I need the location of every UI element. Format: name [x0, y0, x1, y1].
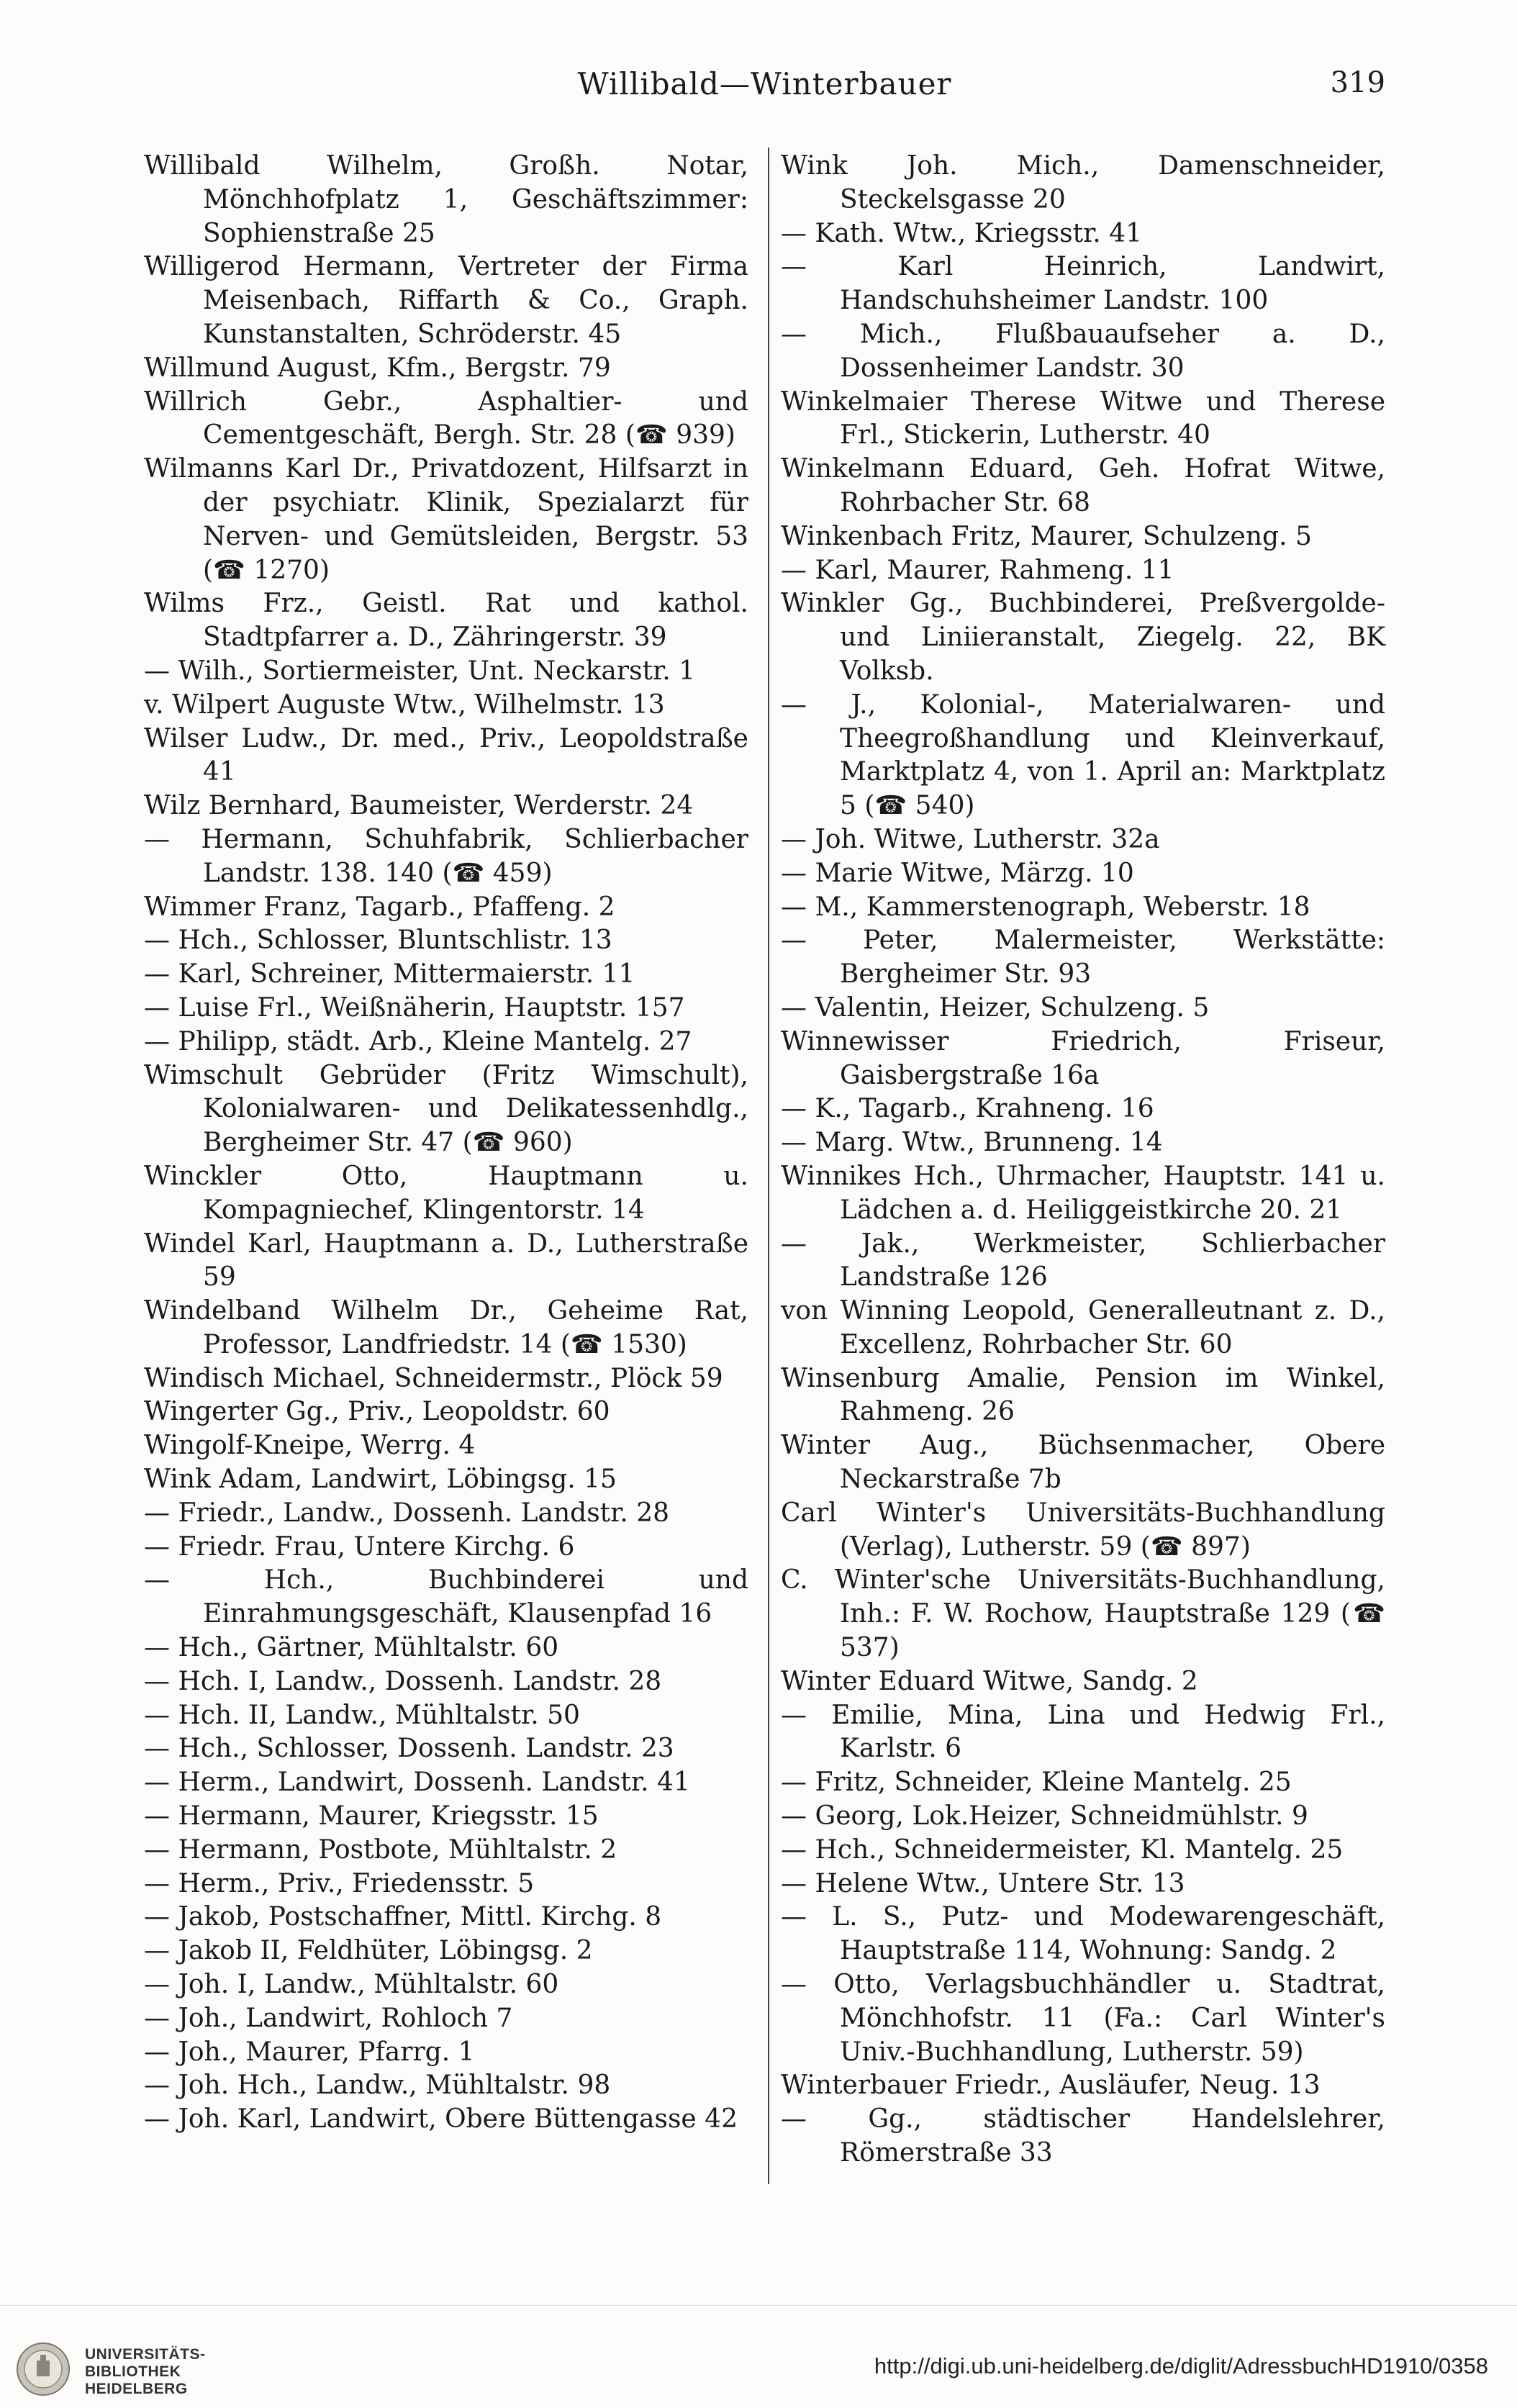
directory-entry: — Hch., Schlosser, Bluntschlistr. 13	[144, 925, 612, 956]
directory-entry: — Marg. Wtw., Brunneng. 14	[781, 1128, 1163, 1158]
directory-entry: von Winning Leopold, Generalleutnant z. D., Excellenz, Rohrbacher Str. 60	[781, 1296, 1385, 1359]
directory-entry: — Jakob II, Feldhüter, Löbingsg. 2	[144, 1936, 593, 1966]
directory-entry: Windelband Wilhelm Dr., Geheime Rat, Professor, Landfriedstr. 14 (☎ 1530)	[144, 1296, 748, 1359]
library-line-3: HEIDELBERG	[85, 2381, 188, 2397]
directory-entry: — Friedr., Landw., Dossenh. Landstr. 28	[144, 1498, 670, 1528]
page-number: 319	[1330, 66, 1385, 99]
directory-entry: — Hermann, Maurer, Kriegsstr. 15	[144, 1801, 599, 1832]
directory-entry: Winckler Otto, Hauptmann u. Kompagniechef, Klingentorstr. 14	[144, 1161, 748, 1225]
page-header	[144, 66, 1385, 109]
directory-entry: Windel Karl, Hauptmann a. D., Lutherstraße 59	[144, 1228, 748, 1293]
directory-entry: — Hermann, Postbote, Mühltalstr. 2	[144, 1834, 617, 1865]
directory-entry: — Herm., Landwirt, Dossenh. Landstr. 41	[144, 1767, 690, 1798]
directory-entry: — Herm., Priv., Friedensstr. 5	[144, 1868, 535, 1898]
directory-entry: — Hch., Gärtner, Mühltalstr. 60	[144, 1633, 559, 1663]
directory-entry: — Friedr. Frau, Untere Kirchg. 6	[144, 1531, 575, 1562]
directory-entry: — Hch. I, Landw., Dossenh. Landstr. 28	[144, 1666, 662, 1696]
directory-entry: Wilser Ludw., Dr. med., Priv., Leopoldstraße 41	[144, 723, 748, 787]
directory-entry: — Philipp, städt. Arb., Kleine Mantelg. 27	[144, 1026, 692, 1056]
directory-entry: Wilmanns Karl Dr., Privatdozent, Hilfsarzt in der psychiatr. Klinik, Spezialarzt für Nerven- und Gemütsleiden, Bergstr. 53 (☎ 1270)	[144, 454, 748, 585]
directory-entry: Winkler Gg., Buchbinderei, Preßvergolde- und Liniieranstalt, Ziegelg. 22, BK Volksb.	[781, 589, 1385, 686]
directory-entry: Willigerod Hermann, Vertreter der Firma Meisenbach, Riffarth & Co., Graph. Kunstanstalten, Schröderstr. 45	[144, 252, 748, 349]
directory-entry: Wingerter Gg., Priv., Leopoldstr. 60	[144, 1397, 610, 1427]
directory-entry: Wink Joh. Mich., Damenschneider, Steckelsgasse 20	[781, 151, 1385, 214]
directory-entry: — Joh. Hch., Landw., Mühltalstr. 98	[144, 2070, 611, 2101]
directory-entry: Wink Adam, Landwirt, Löbingsg. 15	[144, 1465, 617, 1495]
directory-entry: — Joh. Karl, Landwirt, Obere Büttengasse 42	[144, 2104, 738, 2135]
directory-entry: — Emilie, Mina, Lina und Hedwig Frl., Karlstr. 6	[781, 1700, 1385, 1764]
directory-entry: Wimmer Franz, Tagarb., Pfaffeng. 2	[144, 892, 615, 922]
directory-entry: Windisch Michael, Schneidermstr., Plöck 59	[144, 1363, 723, 1393]
directory-entry: Winnikes Hch., Uhrmacher, Hauptstr. 141 u. Lädchen a. d. Heiliggeistkirche 20. 21	[781, 1161, 1385, 1225]
directory-entry: — Karl, Schreiner, Mittermaierstr. 11	[144, 959, 635, 990]
university-seal-icon	[14, 2340, 72, 2398]
directory-entry: v. Wilpert Auguste Wtw., Wilhelmstr. 13	[144, 689, 665, 720]
directory-entry: — Mich., Flußbauaufseher a. D., Dossenheimer Landstr. 30	[781, 319, 1385, 383]
directory-entry: — Peter, Malermeister, Werkstätte: Bergheimer Str. 93	[781, 925, 1385, 990]
library-line-2: BIBLIOTHEK	[85, 2363, 181, 2380]
directory-entry: — Wilh., Sortiermeister, Unt. Neckarstr. 1	[144, 656, 696, 686]
directory-entry: Winkelmann Eduard, Geh. Hofrat Witwe, Rohrbacher Str. 68	[781, 454, 1385, 517]
directory-entry: — Karl Heinrich, Landwirt, Handschuhsheimer Landstr. 100	[781, 252, 1385, 316]
directory-entry: — Joh., Maurer, Pfarrg. 1	[144, 2037, 475, 2067]
directory-entry: — Marie Witwe, Märzg. 10	[781, 858, 1134, 888]
directory-entry: — Jakob, Postschaffner, Mittl. Kirchg. 8	[144, 1902, 662, 1932]
directory-entry: — Hch., Schneidermeister, Kl. Mantelg. 25	[781, 1834, 1344, 1865]
directory-entry: Willrich Gebr., Asphaltier- und Cementgeschäft, Bergh. Str. 28 (☎ 939)	[144, 386, 748, 451]
directory-entry: — Hch., Buchbinderei und Einrahmungsgeschäft, Klausenpfad 16	[144, 1565, 748, 1629]
source-url-link[interactable]: http://digi.ub.uni-heidelberg.de/diglit/AdressbuchHD1910/0358	[874, 2353, 1488, 2378]
left-column	[144, 150, 748, 2137]
running-head: Willibald—Winterbauer	[577, 66, 952, 101]
directory-entry: — Joh. I, Landw., Mühltalstr. 60	[144, 1970, 559, 2000]
directory-entry: — Karl, Maurer, Rahmeng. 11	[781, 555, 1174, 585]
directory-entry: — Kath. Wtw., Kriegsstr. 41	[781, 218, 1143, 248]
library-line-1: UNIVERSITÄTS-	[85, 2346, 206, 2363]
directory-entry: Wilz Bernhard, Baumeister, Werderstr. 24	[144, 791, 694, 821]
directory-entry: Wingolf-Kneipe, Werrg. 4	[144, 1431, 476, 1461]
directory-entry: — Joh. Witwe, Lutherstr. 32a	[781, 824, 1160, 854]
right-column	[781, 150, 1385, 2171]
directory-entry: — Jak., Werkmeister, Schlierbacher Landstraße 126	[781, 1228, 1385, 1293]
directory-entry: Winterbauer Friedr., Ausläufer, Neug. 13	[781, 2070, 1321, 2101]
directory-entry: — Hch. II, Landw., Mühltalstr. 50	[144, 1700, 580, 1730]
directory-entry: — Hermann, Schuhfabrik, Schlierbacher Landstr. 138. 140 (☎ 459)	[144, 824, 748, 888]
directory-entry: Winsenburg Amalie, Pension im Winkel, Rahmeng. 26	[781, 1363, 1385, 1427]
directory-entry: — Joh., Landwirt, Rohloch 7	[144, 2003, 513, 2033]
column-divider	[768, 148, 769, 2184]
directory-entry: — Helene Wtw., Untere Str. 13	[781, 1868, 1185, 1898]
directory-entry: Winkenbach Fritz, Maurer, Schulzeng. 5	[781, 521, 1312, 551]
directory-entry: — L. S., Putz- und Modewarengeschäft, Hauptstraße 114, Wohnung: Sandg. 2	[781, 1902, 1385, 1966]
footer	[0, 2305, 1517, 2408]
directory-entry: — K., Tagarb., Krahneng. 16	[781, 1094, 1154, 1124]
directory-entry: Wimschult Gebrüder (Fritz Wimschult), Kolonialwaren- und Delikatessenhdlg., Bergheimer Str. 47 (☎ 960)	[144, 1060, 748, 1158]
directory-entry: — Otto, Verlagsbuchhändler u. Stadtrat, Mönchhofstr. 11 (Fa.: Carl Winter's Univ.-Buchhandlung, Lutherstr. 59)	[781, 1970, 1385, 2067]
directory-entry: Wilms Frz., Geistl. Rat und kathol. Stadtpfarrer a. D., Zähringerstr. 39	[144, 589, 748, 653]
directory-entry: — Luise Frl., Weißnäherin, Hauptstr. 157	[144, 992, 685, 1023]
directory-entry: Winter Aug., Büchsenmacher, Obere Neckarstraße 7b	[781, 1431, 1385, 1495]
directory-entry: Winkelmaier Therese Witwe und Therese Frl., Stickerin, Lutherstr. 40	[781, 386, 1385, 451]
directory-entry: — Hch., Schlosser, Dossenh. Landstr. 23	[144, 1734, 674, 1764]
directory-entry: Winter Eduard Witwe, Sandg. 2	[781, 1666, 1198, 1696]
directory-entry: — M., Kammerstenograph, Weberstr. 18	[781, 892, 1310, 922]
directory-entry: C. Winter'sche Universitäts-Buchhandlung, Inh.: F. W. Rochow, Hauptstraße 129 (☎ 537)	[781, 1565, 1385, 1663]
directory-entry: — Fritz, Schneider, Kleine Mantelg. 25	[781, 1767, 1292, 1798]
library-name	[85, 2346, 206, 2398]
directory-entry: Willibald Wilhelm, Großh. Notar, Mönchhofplatz 1, Geschäftszimmer: Sophienstraße 25	[144, 151, 748, 248]
directory-entry: — Georg, Lok.Heizer, Schneidmühlstr. 9	[781, 1801, 1308, 1832]
directory-entry: — J., Kolonial-, Materialwaren- und Theegroßhandlung und Kleinverkauf, Marktplatz 4, von 1. April an: Marktplatz 5 (☎ 540)	[781, 689, 1385, 821]
directory-entry: — Gg., städtischer Handelslehrer, Römerstraße 33	[781, 2104, 1385, 2168]
directory-entry: — Valentin, Heizer, Schulzeng. 5	[781, 992, 1210, 1023]
directory-entry: Willmund August, Kfm., Bergstr. 79	[144, 353, 611, 383]
directory-entry: Carl Winter's Universitäts-Buchhandlung (Verlag), Lutherstr. 59 (☎ 897)	[781, 1498, 1385, 1562]
directory-entry: Winnewisser Friedrich, Friseur, Gaisbergstraße 16a	[781, 1026, 1385, 1090]
